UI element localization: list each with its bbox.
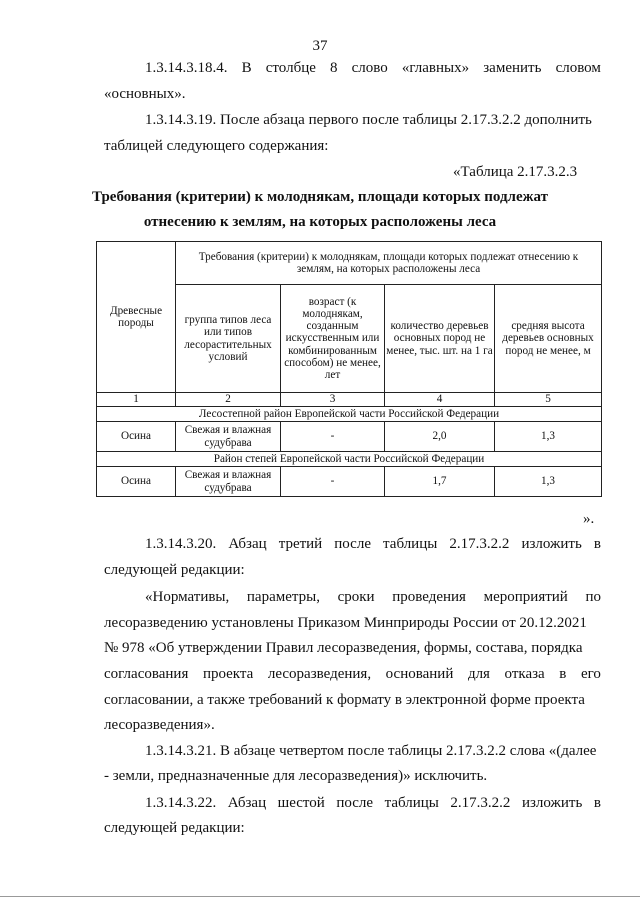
paragraph-2-line-1: 1.3.14.3.19. После абзаца первого после таблицы 2.17.3.2.2 дополнить: [145, 112, 592, 128]
table-cell: 2,0: [385, 422, 495, 452]
word: после: [334, 536, 371, 552]
word: «Нормативы,: [145, 589, 230, 605]
word: 8: [330, 60, 338, 76]
table-closing-quote: ».: [583, 511, 595, 527]
paragraph-5-line-1: [145, 795, 601, 812]
word: после: [336, 795, 374, 811]
paragraph-1-line-1: [145, 60, 601, 77]
word: изложить: [521, 795, 583, 811]
table-cell: Свежая и влажная судубрава: [176, 422, 281, 452]
word: мероприятий: [483, 589, 568, 605]
table-cell: Осина: [97, 467, 176, 497]
quote-line-1: [145, 589, 601, 606]
word: изложить: [521, 536, 582, 552]
word: лесоразведения,: [267, 666, 372, 682]
word: третий: [278, 536, 323, 552]
paragraph-3-line-1: [145, 536, 601, 553]
column-header-tree-count: количество деревьев основных пород не менее, тыс. шт. на 1 га: [385, 285, 495, 393]
word: оснований: [385, 666, 454, 682]
word: В: [241, 60, 252, 76]
word: Абзац: [228, 536, 267, 552]
paragraph-2-line-2: таблицей следующего содержания:: [104, 138, 329, 154]
column-number: 3: [281, 393, 385, 407]
paragraph-5-line-2: следующей редакции:: [104, 820, 245, 836]
word: в: [593, 795, 601, 811]
word: проекта: [202, 666, 254, 682]
word: его: [580, 666, 601, 682]
quote-line-2: лесоразведению установлены Приказом Минприроды России от 20.12.2021: [104, 615, 587, 631]
paragraph-4-line-1: 1.3.14.3.21. В абзаце четвертом после таблицы 2.17.3.2.2 слова «(далее: [145, 743, 597, 759]
word: 1.3.14.3.22.: [145, 795, 217, 811]
column-header-average-height: средняя высота деревьев основных пород не менее, м: [495, 285, 602, 393]
requirements-table: [96, 241, 602, 497]
table-title-line-2: отнесению к землям, на которых расположены леса: [143, 214, 497, 230]
column-header-forest-type: группа типов леса или типов лесорастительных условий: [176, 285, 281, 393]
item-number: 1.3.14.3.18.4.: [145, 60, 228, 76]
page-bottom-edge: [0, 896, 640, 897]
word: «главных»: [401, 60, 470, 76]
table-label: «Таблица 2.17.3.2.3: [453, 164, 578, 180]
word: 2.17.3.2.2: [449, 536, 510, 552]
word: в: [559, 666, 567, 682]
requirements-group-header: Требования (критерии) к молоднякам, площади которых подлежат отнесению к землям, на которых расположены леса: [176, 242, 602, 285]
region-row: Лесостепной район Европейской части Российской Федерации: [97, 407, 602, 422]
paragraph-3-line-2: следующей редакции:: [104, 562, 245, 578]
table-cell: 1,3: [495, 467, 602, 497]
word: сроки: [337, 589, 375, 605]
column-header-age: возраст (к молоднякам, созданным искусственным или комбинированным способом) не менее, лет: [281, 285, 385, 393]
quote-line-3: № 978 «Об утверждении Правил лесоразведения, формы, состава, порядка: [104, 640, 583, 656]
word: словом: [555, 60, 601, 76]
column-number: 2: [176, 393, 281, 407]
word: заменить: [483, 60, 542, 76]
word: для: [467, 666, 490, 682]
word: согласования: [104, 666, 189, 682]
table-cell: Свежая и влажная судубрава: [176, 467, 281, 497]
table-title-line-1: Требования (критерии) к молоднякам, площади которых подлежат: [92, 189, 548, 205]
word: 2.17.3.2.2: [450, 795, 511, 811]
word: слово: [351, 60, 388, 76]
word: параметры,: [246, 589, 320, 605]
paragraph-1-line-2: «основных».: [104, 86, 186, 102]
quote-line-4: [104, 666, 601, 683]
column-number: 1: [97, 393, 176, 407]
word: 1.3.14.3.20.: [145, 536, 217, 552]
table-cell: Осина: [97, 422, 176, 452]
word: в: [593, 536, 601, 552]
column-number: 4: [385, 393, 495, 407]
word: таблицы: [384, 795, 439, 811]
table-cell: -: [281, 467, 385, 497]
page-number: 37: [312, 38, 328, 54]
table-cell: 1,7: [385, 467, 495, 497]
table-cell: -: [281, 422, 385, 452]
paragraph-4-line-2: - земли, предназначенные для лесоразведения)» исключить.: [104, 768, 488, 784]
word: шестой: [277, 795, 325, 811]
word: столбце: [265, 60, 316, 76]
word: по: [585, 589, 601, 605]
column-number: 5: [495, 393, 602, 407]
word: отказа: [504, 666, 545, 682]
species-header: Древесные породы: [97, 242, 176, 393]
word: Абзац: [227, 795, 267, 811]
word: проведения: [392, 589, 466, 605]
word: таблицы: [383, 536, 438, 552]
quote-line-6: лесоразведения».: [104, 717, 215, 733]
region-row: Район степей Европейской части Российской Федерации: [97, 452, 602, 467]
quote-line-5: согласовании, а также требований к формату в электронной форме проекта: [104, 692, 585, 708]
table-cell: 1,3: [495, 422, 602, 452]
